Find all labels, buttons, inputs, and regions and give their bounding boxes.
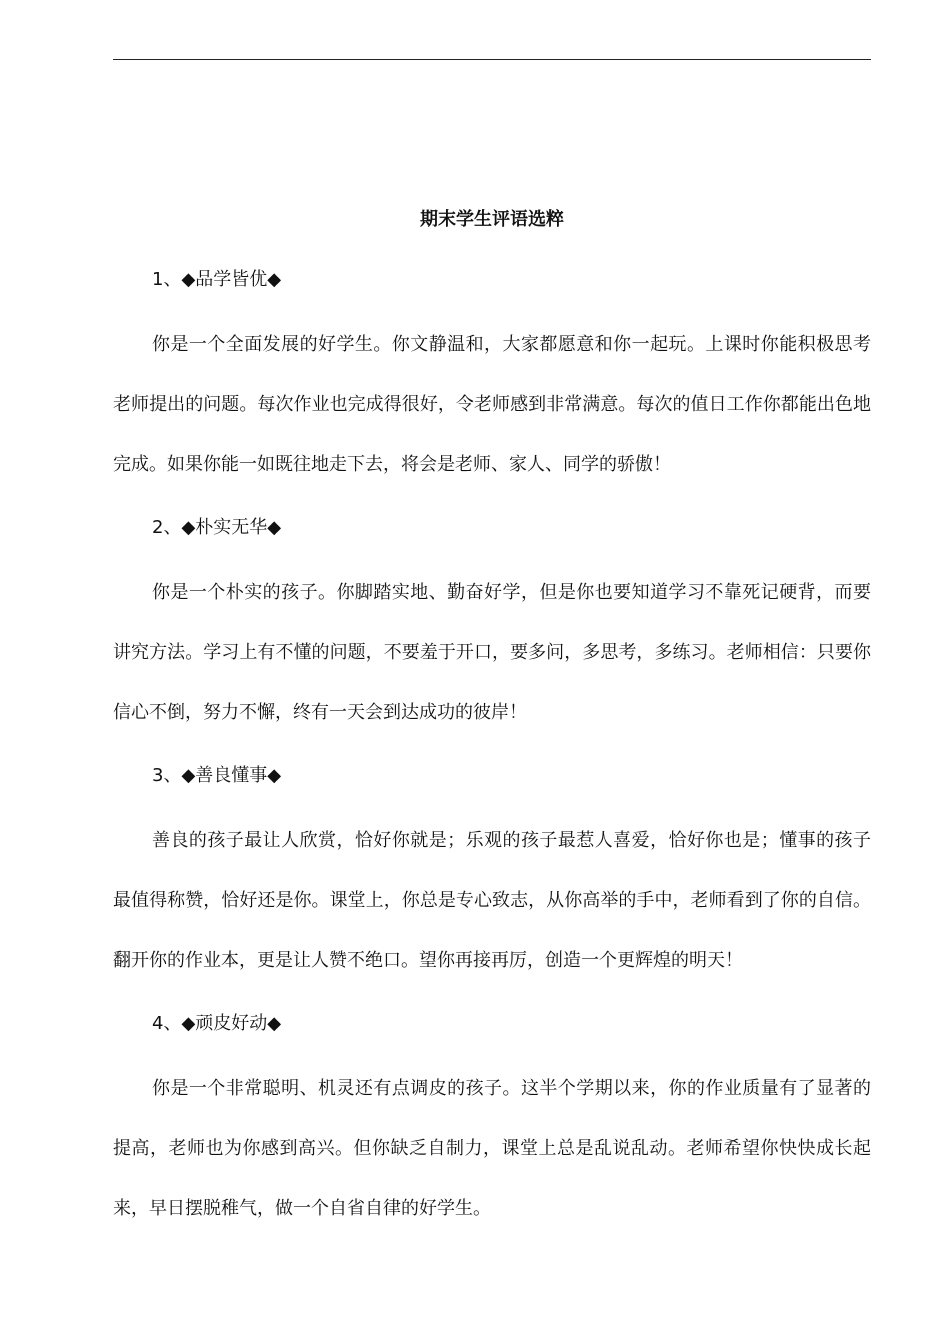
section-heading-2: 2、◆朴实无华◆ [152, 517, 282, 538]
section-body-1: 你是一个全面发展的好学生。你文静温和，大家都愿意和你一起玩。上课时你能积极思考老师提出的问题。每次作业也完成得很好，令老师感到非常满意。每次的值日工作你都能出色地完成。如果你能一如既往地走下去，将会是老师、家人、同学的骄傲！ [113, 334, 871, 475]
section-heading-1: 1、◆品学皆优◆ [152, 269, 282, 290]
section-body-3: 善良的孩子最让人欣赏，恰好你就是；乐观的孩子最惹人喜爱，恰好你也是；懂事的孩子最值得称赞，恰好还是你。课堂上，你总是专心致志，从你高举的手中，老师看到了你的自信。翻开你的作业本，更是让人赞不绝口。望你再接再厉，创造一个更辉煌的明天！ [113, 830, 871, 971]
section-body-2: 你是一个朴实的孩子。你脚踏实地、勤奋好学，但是你也要知道学习不靠死记硬背，而要讲究方法。学习上有不懂的问题，不要羞于开口，要多问，多思考，多练习。老师相信：只要你信心不倒，努力不懈，终有一天会到达成功的彼岸！ [113, 582, 871, 723]
header-rule [113, 59, 871, 60]
document-title: 期末学生评语选粹 [420, 209, 564, 230]
section-heading-4: 4、◆顽皮好动◆ [152, 1013, 282, 1034]
section-heading-3: 3、◆善良懂事◆ [152, 765, 282, 786]
section-body-4: 你是一个非常聪明、机灵还有点调皮的孩子。这半个学期以来，你的作业质量有了显著的提高，老师也为你感到高兴。但你缺乏自制力，课堂上总是乱说乱动。老师希望你快快成长起来，早日摆脱稚气，做一个自省自律的好学生。 [113, 1078, 871, 1219]
